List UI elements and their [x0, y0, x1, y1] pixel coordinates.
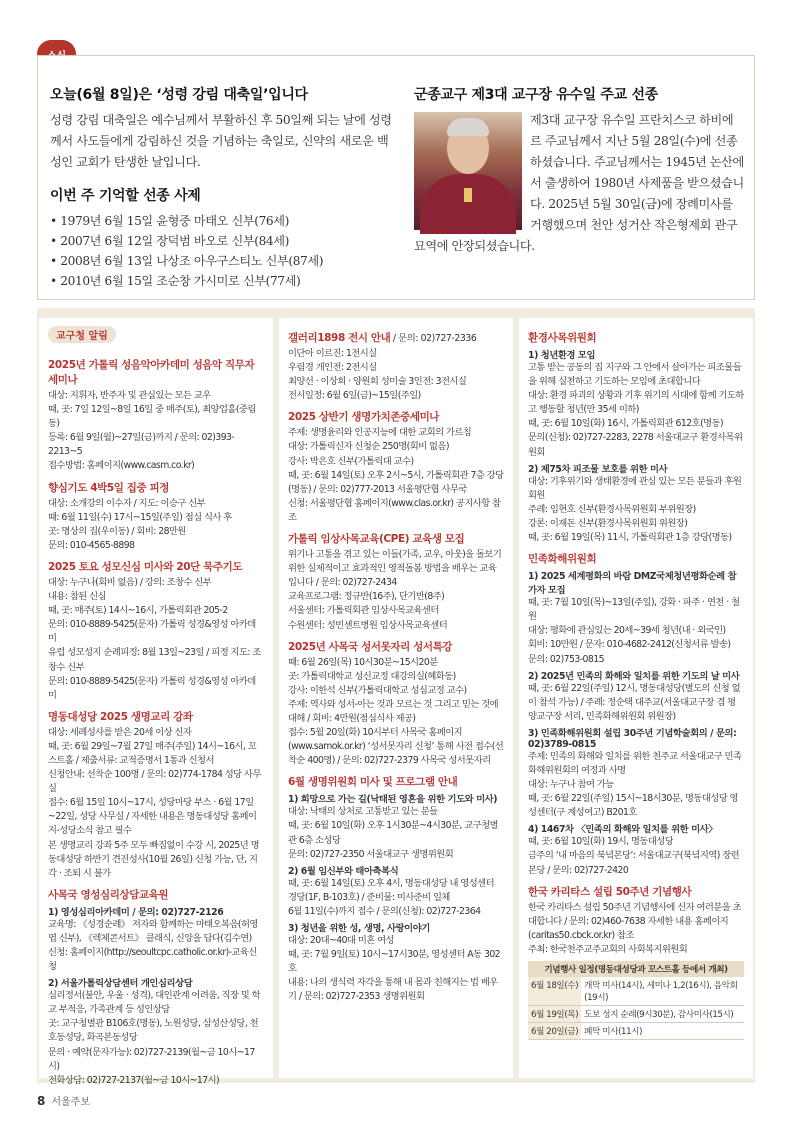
notice-line: 때, 곳: 6월 29일~7월 27일 매주(주일) 14시~16시, 꼬스트홀 / 제출서류: 교적증명서 1통과 신청서 — [48, 740, 257, 766]
notice-subtitle: 2) 서울가톨릭상담센터 개인심리상담 — [48, 978, 193, 990]
notice-line: 곳: 가톨릭대학교 성신교정 대강의실(혜화동) — [288, 670, 456, 682]
event-schedule-table — [528, 961, 744, 1040]
notice-line: 대상: 낙태의 상처로 고통받고 있는 분들 — [288, 806, 438, 818]
notice-line: 등록: 6월 9일(월)~27일(금)까지 / 문의: 02)393-2213~5 — [48, 432, 235, 458]
memorial-item: • 2007년 6월 12일 장덕범 바오로 신부(84세) — [50, 234, 290, 248]
notice-title: 사목국 영성심리상담교육원 — [48, 888, 169, 901]
notice-title: 가톨릭 임상사목교육(CPE) 교육생 모집 — [288, 533, 465, 546]
notice-line: 접수방법: 홈페이지(www.casm.co.kr) — [48, 460, 195, 472]
notice-line: 대상: 기후위기와 생태환경에 관심 있는 모든 분들과 후원회원 — [528, 475, 742, 501]
notice-line: 6월 11일(수)까지 접수 / 문의(신청): 02)727-2364 — [288, 905, 481, 917]
notice-line: 대상: 가톨릭신자 신청순 250명(회비 없음) — [288, 441, 449, 453]
notice-line: 내용: 나의 생식력 자각을 통해 내 몸과 친해지는 법 배우기 / 문의: 02)727-2353 생명위원회 — [288, 977, 498, 1003]
notice-line: 때, 곳: 6월 14일(토) 오후 4시, 명동대성당 내 영성센터 경당(1F, B-103호) / 준비물: 미사준비 일체 — [288, 877, 495, 903]
notice-line: 때, 곳: 6월 19일(목) 11시, 가톨릭회관 1층 강당(명동) — [528, 532, 732, 544]
table-title: 기념행사 일정(명동대성당과 꼬스트홀 등에서 개최) — [528, 961, 744, 977]
pentecost-body: 성령 강림 대축일은 예수님께서 부활하신 후 50일째 되는 날에 성령께서 사도들에게 강림하신 것을 기념하는 축일로, 신약의 새로운 백성인 교회가 탄생한 날입니다. — [50, 113, 392, 169]
pentecost-title: 오늘(6월 8일)은 ‘성령 강림 대축일’입니다 — [50, 87, 308, 103]
bishop-body: 제3대 교구장 유수일 프란치스코 하비에르 주교님께서 지난 5월 28일(수)에 선종하셨습니다. 주교님께서는 1945년 논산에서 출생하여 1980년 사제품을 받으셨습니다. 2025년 5월 30일(금)에 장례미사를 거행했으며 천안 성거산 작은형제회 관구 묘역에 안장되셨습니다. — [414, 113, 744, 253]
notice-line: 우림경 개인전: 2전시실 — [288, 362, 377, 374]
notice-section — [288, 774, 504, 1004]
notice-title: 2025년 가톨릭 성음악아카데미 성음악 직무자 세미나 — [48, 359, 255, 386]
notice-title: 향심기도 4박5일 집중 피정 — [48, 481, 170, 494]
notice-line: 대상: 평화에 관심있는 20세~39세 청년(내 · 외국인) — [528, 625, 726, 637]
notice-line: 강사: 이한석 신부(가톨릭대학교 성심교정 교수) — [288, 684, 467, 696]
notice-line: 때: 6월 11일(수) 17시~15일(주일) 점심 식사 후 — [48, 511, 232, 523]
notice-line: 곳: 교구청별관 B106호(명동), 노원성당, 삼성산성당, 천호동성당, 화곡본동성당 — [48, 1018, 259, 1044]
notice-title: 명동대성당 2025 생명교리 강좌 — [48, 710, 193, 723]
notice-line: 대상: 지휘자, 반주자 및 관심있는 모든 교우 — [48, 390, 211, 401]
notice-line: 때, 곳: 6월 22일(주일) 15시~18시30분, 명동대성당 영성센터(구 계성여고) B201호 — [528, 793, 738, 819]
notice-line: 신청: 서울평단협 홈페이지(www.clas.or.kr) 공지사항 참조 — [288, 497, 501, 523]
notice-line: 때, 곳: 6월 10일(화) 16시, 가톨릭회관 612호(명동) — [528, 418, 724, 430]
notice-title: 갤러리1898 전시 안내 / 문의: 02)727-2336 — [288, 332, 477, 344]
notice-line: 유럽 성모성지 순례피정: 8월 13일~23일 / 피정 지도: 조창수 신부 — [48, 647, 261, 673]
notice-line: 서울센터: 가톨릭회관 임상사목교육센터 — [288, 605, 439, 617]
notice-line: 때, 곳: 6월 14일(토) 오후 2시~5시, 가톨릭회관 7층 강당(명동) / 문의: 02)777-2013 서울평단협 사무국 — [288, 469, 504, 495]
notice-subtitle: 2) 제75차 피조물 보호를 위한 미사 — [528, 463, 668, 475]
table-row: 6월 20일(금) 폐막 미사(11시) — [528, 1023, 744, 1040]
notice-line: 문의: 010-8889-5425(문자) 가톨릭 성경&영성 아카데미 — [48, 619, 256, 645]
table-row: 6월 18일(수) 개막 미사(14시), 세미나 1,2(16시), 음악회(19시) — [528, 977, 744, 1006]
notice-line: 수원센터: 성빈센트병원 임상사목교육센터 — [288, 619, 448, 631]
notice-line: 대상: 20대~40대 미혼 여성 — [288, 935, 394, 946]
notice-line: 주제: 민족의 화해와 일치를 위한 천주교 서울대교구 민족화해위원회의 여정과 사명 — [528, 750, 742, 776]
publication-name: 서울주보 — [51, 1097, 90, 1108]
column-heading: 교구청 알림 — [48, 326, 116, 343]
notice-line: 대상: 누구나 참여 가능 — [528, 779, 614, 791]
notice-subtitle: 1) 2025 세계평화의 바람 DMZ국제청년평화순례 참가자 모집 — [528, 571, 737, 597]
notice-line: 문의: 010-8889-5425(문자) 가톨릭 성경&영성 아카데미 — [48, 675, 256, 701]
notice-line: 문의: 02)753-0815 — [528, 653, 605, 665]
notice-title: 민족화해위원회 — [528, 553, 597, 566]
notice-subtitle: 2) 2025년 민족의 화해와 일치를 위한 기도의 날 미사 — [528, 670, 740, 682]
notice-line: 전시일정: 6월 6일(금)~15일(주일) — [288, 390, 421, 402]
notice-line: 대상: 누구나(회비 없음) / 강의: 조창수 신부 — [48, 576, 212, 588]
page-footer — [37, 1093, 90, 1108]
notice-subtitle: 1) 희망으로 가는 길(낙태된 영혼을 위한 기도와 미사) — [288, 794, 498, 806]
notice-section — [48, 357, 264, 474]
notice-section — [48, 480, 264, 553]
notice-subtitle: 4) 1467차 〈민족의 화해와 일치를 위한 미사〉 — [528, 824, 718, 836]
notice-section — [288, 639, 504, 769]
memorial-item: • 1979년 6월 15일 윤형중 마태오 신부(76세) — [50, 214, 290, 228]
notice-line: 한국 카리타스 설립 50주년 기념행사에 신자 여러분을 초대합니다 / 문의: 02)460-7638 자세한 내용 홈페이지(caritas50.cbck.or.kr) 참조 — [528, 901, 742, 941]
memorial-list — [50, 211, 395, 291]
notice-section — [48, 559, 264, 703]
table-row: 6월 19일(목) 도보 성지 순례(9시30분), 감사미사(15시) — [528, 1006, 744, 1023]
notice-subtitle: 1) 청년환경 모임 — [528, 350, 596, 361]
notice-line: 때, 곳: 매주(토) 14시~16시, 가톨릭회관 205-2 — [48, 605, 228, 617]
notice-line: 신청: 홈페이지(http://seoultcpc.catholic.or.kr)-교육신청 — [48, 947, 257, 973]
notice-title: 2025 상반기 생명가치존중세미나 — [288, 411, 440, 424]
notice-line: 곳: 명상의 집(우이동) / 회비: 28만원 — [48, 525, 186, 537]
notice-line: 대상: 환경 파괴의 상황과 기후 위기의 시대에 함께 기도하고 행동할 청년(만 35세 이하) — [528, 390, 744, 416]
notice-line: 금주의 ‘내 마음의 북녘본당’: 서울대교구(북녘지역) 장련 본당 / 문의: 02)727-2420 — [528, 850, 740, 876]
notice-line: 주제: 역사와 성서-아는 것과 모르는 것 그리고 믿는 것에 대해 / 회비: 4만원(점심식사 제공) — [288, 698, 499, 724]
notice-line: 심리정서(불안, 우울 · 성격), 대인관계 어려움, 직장 및 학교 부적응, 가족관계 등 성인상담 — [48, 990, 261, 1016]
notice-line: 위기나 고통을 겪고 있는 이들(가족, 교우, 아웃)을 돌보기 위한 실제적이고 효과적인 영적돌봄 방법을 배우는 교육입니다 / 문의: 02)727-2434 — [288, 549, 502, 589]
notice-line: 신청안내: 선착순 100명 / 문의: 02)774-1784 성당 사무실 — [48, 769, 261, 795]
notice-line: 때, 곳: 6월 22일(주일) 12시, 명동대성당(별도의 신청 없이 참석 가능) / 주례: 정순택 대주교(서울대교구장 겸 평양교구장 서리, 민족화해위원회 위원장) — [528, 682, 741, 722]
notice-subtitle: 2) 6월 임신부와 태아축복식 — [288, 865, 399, 877]
notice-line: 때: 6월 26일(목) 10시30분~15시20분 — [288, 656, 438, 668]
notice-line: 문의: 010-4565-8898 — [48, 539, 135, 551]
page-number: 8 — [37, 1094, 46, 1108]
notice-line: 최양선 · 이상희 · 양원희 성미술 3인전: 3전시실 — [288, 376, 467, 388]
notice-section — [288, 409, 504, 525]
notice-subtitle: 1) 영성심리아카데미 / 문의: 02)727-2126 — [48, 906, 224, 918]
notice-line: 주례: 임현호 신부(환경사목위원회 부위원장) — [528, 503, 696, 515]
notice-section — [528, 884, 744, 1040]
notice-section — [528, 330, 744, 545]
notice-line: 전화상담: 02)727-2137(월~금 10시~17시) — [48, 1074, 220, 1086]
bishop-title: 군종교구 제3대 교구장 유수일 주교 선종 — [414, 87, 658, 103]
pentecost-article — [50, 84, 395, 291]
memorial-item: • 2010년 6월 15일 조순창 가시미로 신부(77세) — [50, 274, 301, 288]
notice-line: 때, 곳: 7월 10일(목)~13일(주일), 강화 · 파주 · 연천 · 철원 — [528, 597, 740, 623]
notice-line: 문의: 02)727-2350 서울대교구 생명위원회 — [288, 848, 454, 860]
notice-column-3 — [519, 318, 753, 1078]
notice-line: 대상: 세례성사를 받은 20세 이상 신자 — [48, 726, 192, 738]
notice-line: 고통 받는 공동의 집 지구와 그 안에서 살아가는 피조물들을 위해 실천하고 기도하는 모임에 초대합니다 — [528, 362, 742, 388]
notice-line: 회비: 10만원 / 문자: 010-4682-2412(신청서류 발송) — [528, 639, 731, 651]
notice-column-1 — [39, 318, 273, 1086]
notice-section — [288, 330, 504, 403]
notice-line: 교육명: 《성경순례》 저자와 함께하는 마태오복음(허영엽 신부), 《렉체콘서트》 클래식, 신앙을 답다(김수연) — [48, 918, 258, 944]
notice-subtitle: 3) 청년을 위한 성, 생명, 사랑이야기 — [288, 923, 430, 934]
notice-section — [48, 709, 264, 881]
notice-line: 내용: 참된 신심 — [48, 591, 106, 603]
notice-title: 2025 토요 성모신심 미사와 20단 묵주기도 — [48, 560, 243, 573]
notice-line: 주최: 한국천주교주교회의 사회복지위원회 — [528, 943, 688, 955]
notice-line: 이단아 이르진: 1전시실 — [288, 348, 377, 359]
notice-line: 때, 곳: 6월 10일(화) 오후 1시30분~4시30분, 교구청별관 6층 소성당 — [288, 820, 498, 846]
notice-line: 주제: 생명윤리와 인공지능에 대한 교회의 가르침 — [288, 427, 472, 439]
notice-title: 6월 생명위원회 미사 및 프로그램 안내 — [288, 776, 458, 789]
notice-section — [48, 887, 264, 1088]
notice-line: 강사: 박은호 신부(가톨릭대 교수) — [288, 455, 414, 467]
bishop-article — [414, 84, 744, 257]
notice-subtitle: 3) 민족화해위원회 설립 30주년 기념학술회의 / 문의: 02)3789-0815 — [528, 727, 737, 750]
bishop-photo — [414, 112, 522, 230]
notice-line: 대상: 소개강의 이수자 / 지도: 이승구 신부 — [48, 497, 206, 509]
notice-line: 때, 곳: 7일 12일~8일 16일 중 매주(토), 최양업홀(중림동) — [48, 404, 256, 430]
notice-line: 교육프로그램: 정규반(16주), 단기반(8주) — [288, 591, 445, 603]
notice-line: 문의 · 예약(문자가능): 02)727-2139(월~금 10시~17시) — [48, 1046, 255, 1072]
notice-line: 접수: 5월 20일(화) 10시부터 사목국 홈페이지(www.samok.or.kr) ‘성서못자리 신청’ 통해 사전 접수(선착순 400명) / 문의: 02)727-2379 사목국 성서못자리 — [288, 727, 504, 767]
notice-line: 문의(신청): 02)727-2283, 2278 서울대교구 환경사목위원회 — [528, 432, 743, 458]
notice-line: 강론: 이재돈 신부(환경사목위원회 위원장) — [528, 517, 688, 529]
notice-line: 때, 곳: 6월 10일(화) 19시, 명동대성당 — [528, 836, 674, 848]
notice-title: 2025년 사목국 성서못자리 성서특강 — [288, 640, 453, 653]
notice-line: 본 생명교리 강좌 5주 모두 빠짐없이 수강 시, 2025년 명동대성당 하반기 견진성사(10월 26일) 신청 가능, 단, 지각 · 조퇴 시 불가 — [48, 839, 260, 879]
notice-line: 접수: 6월 15일 10시~17시, 성당마당 부스 · 6월 17일~22일, 성당 사무실 / 자세한 내용은 명동대성당 홈페이지-성당소식 참고 필수 — [48, 797, 257, 837]
notice-column-2 — [279, 318, 513, 1078]
notice-section — [528, 551, 744, 878]
notice-title: 환경사목위원회 — [528, 332, 597, 344]
notice-title: 한국 카리타스 설립 50주년 기념행사 — [528, 885, 692, 898]
memorial-item: • 2008년 6월 13일 나상조 아우구스티노 신부(87세) — [50, 254, 324, 268]
notice-section — [288, 531, 504, 633]
notice-line: 때, 곳: 7월 9일(토) 10시~17시30분, 영성센터 A동 302호 — [288, 949, 501, 975]
memorial-title: 이번 주 기억할 선종 사제 — [50, 188, 201, 204]
